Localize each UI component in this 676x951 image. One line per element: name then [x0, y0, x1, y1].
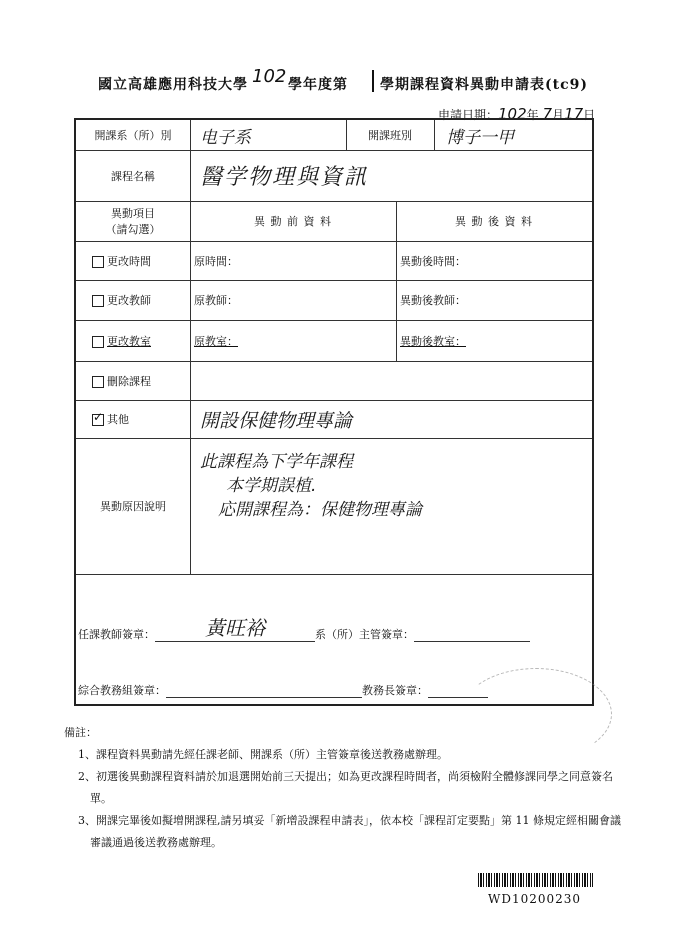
academic-year-handwritten: 102: [252, 66, 287, 87]
dept-head-signature-label: 系（所）主管簽章：: [315, 628, 414, 641]
dept-head-signature-line: [414, 629, 530, 642]
date-year: 102: [498, 105, 527, 123]
note-item: 1、課程資料異動請先經任課老師、開課系（所）主管簽章後送教務處辦理。: [78, 748, 448, 761]
course-name-label: 課程名稱: [111, 169, 155, 183]
other-label: 其他: [107, 413, 129, 426]
dept-label: 開課系（所）別: [94, 129, 172, 142]
date-label: 申請日期：: [438, 108, 499, 122]
change-time-option[interactable]: [92, 241, 190, 280]
delete-course-label: 刪除課程: [107, 374, 151, 388]
teacher-signature-row: [78, 612, 590, 642]
label-column-divider: [190, 120, 191, 438]
admin-signature-line: [166, 685, 362, 698]
date-month-unit: 月: [552, 108, 565, 122]
teacher-signature-value: 黃旺裕: [155, 612, 315, 642]
change-item-label-line2: （請勾選）: [105, 223, 161, 236]
change-room-checkbox[interactable]: [92, 336, 104, 348]
reason-divider: [190, 438, 191, 574]
change-request-form: [74, 118, 594, 706]
other-checkbox[interactable]: [92, 414, 104, 426]
reason-label: 異動原因說明: [100, 500, 166, 513]
barcode: [478, 873, 593, 887]
note-item: 2、初選後異動課程資料請於加退選開始前三天提出；如為更改課程時間者，尚須檢附全體修課同學之同意簽名單。: [78, 770, 613, 805]
change-teacher-option[interactable]: [92, 280, 190, 320]
change-room-option[interactable]: [92, 320, 190, 361]
date-year-unit: 年: [526, 108, 539, 122]
teacher-signature-label: 任課教師簽章：: [78, 628, 155, 641]
row-divider: [76, 574, 592, 575]
dean-signature-label: 教務長簽章：: [362, 684, 428, 697]
class-value: 博子一甲: [446, 127, 514, 148]
document-code: WD10200230: [488, 892, 582, 906]
year-suffix: 學年度第: [288, 77, 348, 93]
change-teacher-label: 更改教師: [107, 294, 151, 307]
date-day: 17: [564, 105, 584, 123]
change-item-label: [76, 201, 190, 241]
change-teacher-checkbox[interactable]: [92, 295, 104, 307]
university-name: 國立高雄應用科技大學: [98, 77, 248, 93]
after-header: 異 動 後 資 料: [455, 215, 533, 228]
form-title: [0, 66, 676, 96]
reason-line: 本学期誤植.: [226, 476, 317, 496]
notes-heading: 備註：: [64, 726, 97, 739]
date-day-unit: 日: [583, 108, 596, 122]
class-label: 開課班別: [368, 129, 412, 142]
change-item-label-line1: 異動項目: [111, 207, 155, 220]
change-room-label: 更改教室: [107, 334, 151, 348]
change-time-label: 更改時間: [107, 254, 151, 268]
date-month: 7: [542, 105, 553, 123]
original-teacher-field: 原教師：: [194, 294, 238, 307]
dept-value: 电子系: [200, 127, 251, 148]
delete-course-checkbox[interactable]: [92, 376, 104, 388]
new-time-field: 異動後時間：: [400, 254, 466, 268]
reason-line: 此課程為下学年課程: [200, 452, 353, 472]
new-room-field: 異動後教室：: [400, 334, 466, 348]
class-divider: [434, 120, 435, 150]
other-option[interactable]: [92, 400, 190, 438]
note-item: 3、開課完畢後如擬增開課程,請另填妥「新增設課程申請表」，依本校「課程訂定要點」第 11 條規定經相關會議審議通過後送教務處辦理。: [78, 814, 621, 849]
delete-course-option[interactable]: [92, 361, 190, 400]
notes-section: [64, 722, 624, 854]
other-value: 開設保健物理專論: [200, 409, 353, 432]
change-time-checkbox[interactable]: [92, 256, 104, 268]
reason-line: 応開課程為：保健物理專論: [218, 500, 422, 520]
original-room-field: 原教室：: [194, 334, 238, 348]
before-header: 異 動 前 資 料: [254, 215, 332, 228]
title-divider: [372, 70, 374, 92]
admin-signature-label: 綜合教務組簽章：: [78, 684, 166, 697]
form-name: 學期課程資料異動申請表(tc9): [380, 77, 588, 93]
course-name-value: 醫学物理與資訊: [200, 165, 369, 190]
reason-text: [200, 450, 590, 522]
original-time-field: 原時間：: [194, 254, 238, 268]
new-teacher-field: 異動後教師：: [400, 294, 466, 307]
